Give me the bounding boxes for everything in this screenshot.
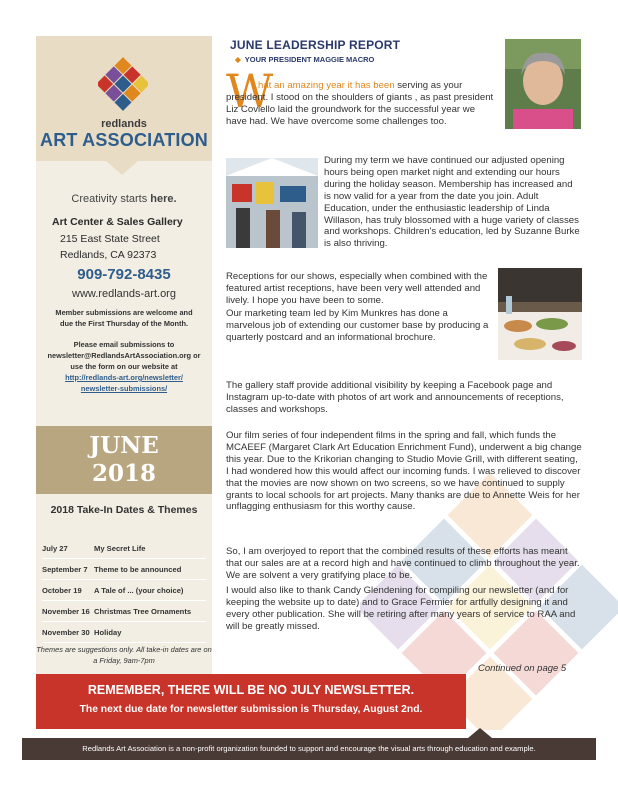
article-paragraph-2 [226, 155, 582, 250]
schedule-theme: Christmas Tree Ornaments [94, 606, 192, 616]
schedule-theme: Theme to be announced [94, 564, 182, 574]
paragraph-2-text: During my term we have continued our adjusted opening hours being open market night and extending our hours during the holiday season. Membership has increased and is now valid for a year from the date you join. Adult Education, under the enthusiastic leadership of Linda Willason, has truly blossomed with a huge variety of classes and workshops. Children's education, led by Suzanne Burke is also thriving. [324, 155, 580, 250]
logo-wordmark-large: ART ASSOCIATION [40, 130, 208, 150]
schedule-row [42, 559, 206, 580]
article-paragraph-8: I would also like to thank Candy Glendening for compiling our newsletter (and for keeping the website up to date) and to Grace Fermier for artfully designing it and every other publication. She will be retiring after many years of service to RAA and will be greatly missed. [226, 585, 576, 632]
continued-note: Continued on page 5 [478, 663, 567, 674]
phone-number: 909-792-8435 [77, 266, 171, 283]
article-paragraph-6: Our film series of four independent films in the spring and fall, which funds the MCAEEF (Margaret Clark Art Education Enrichment Fund), underwent a big change this year. Due to the Krikorian changing to Studio Movie Grill, with different seating, I had wondered how this would affect our incoming funds. I was relieved to discover that the movies are now shown on two screens, so we have continued to supply grants to local schools for art projects. Many thanks are due to Annette Weis for her unflagging enthusiasm for this worthy cause. [226, 430, 582, 513]
sidebar [36, 36, 212, 665]
schedule-row [42, 622, 206, 643]
article-paragraph-5: The gallery staff provide additional visibility by keeping a Facebook page and Instagram up-to-date with photos of art work and announcements of receptions, classes and workshops. [226, 380, 564, 415]
logo-wordmark-small: redlands [101, 118, 147, 130]
photo-wrap-space [226, 155, 324, 247]
schedule-row [42, 580, 206, 601]
schedule-date: September 7 [42, 564, 88, 574]
tagline [36, 193, 212, 205]
tagline-emphasis: here. [150, 193, 177, 205]
contact-panel [36, 161, 212, 426]
website-link[interactable]: www.redlands-art.org [72, 288, 176, 300]
take-in-schedule [36, 494, 212, 694]
logo-panel-notch [106, 161, 138, 175]
footer-notch [468, 728, 492, 738]
issue-month: JUNE [89, 432, 159, 459]
byline-text: YOUR PRESIDENT MAGGIE MACRO [244, 55, 375, 64]
article-paragraph-3: Receptions for our shows, especially when combined with the featured artist receptions, have been very well attended and lively. I hope you have been to some. [226, 271, 488, 306]
article-title: JUNE LEADERSHIP REPORT [230, 38, 401, 52]
schedule-theme: Holiday [94, 627, 122, 637]
email-submission-note [46, 339, 202, 394]
banner-subline: The next due date for newsletter submission is Thursday, August 2nd. [79, 704, 423, 715]
article-paragraph-7: So, I am overjoyed to report that the combined results of these efforts has meant that our sales are at a record high and have continued to climb throughout the year. We are solvent a very gratifying place to be. [226, 546, 580, 581]
banner-headline: REMEMBER, THERE WILL BE NO JULY NEWSLETTER. [87, 683, 415, 697]
paragraph-1-text: serving as your president. I stood on the shoulders of giants , as past president Liz Coviello laid the groundwork for the successful year we have had. We have overcome some challenges too. [226, 80, 494, 127]
issue-year: 2018 [91, 460, 156, 487]
city-address: Redlands, CA 92373 [60, 249, 157, 261]
schedule-theme: A Tale of ... (your choice) [94, 585, 184, 595]
article-byline [235, 55, 374, 64]
tagline-text: Creativity starts [71, 193, 151, 205]
schedule-theme: My Secret Life [94, 543, 146, 553]
drop-cap: W [226, 64, 274, 118]
article-paragraph-4: Our marketing team led by Kim Munkres has done a marvelous job of extending our customer base by producing a quarterly postcard and an informational brochure. [226, 308, 489, 343]
footer-mission-text: Redlands Art Association is a non-profit organization founded to support and encourage the visual arts through education and example. [82, 744, 536, 753]
schedule-date: November 30 [42, 627, 90, 637]
schedule-row [42, 601, 206, 622]
gallery-name: Art Center & Sales Gallery [52, 216, 183, 228]
bullet-diamond-icon: ◆ [235, 55, 241, 64]
reminder-banner [36, 674, 466, 729]
logo-panel [36, 36, 212, 161]
schedule-date: July 27 [42, 543, 68, 553]
art-association-logo [98, 54, 148, 116]
reception-food-photo [498, 268, 582, 360]
submission-form-link[interactable]: http://redlands-art.org/newsletter/ newsletter-submissions/ [65, 373, 183, 393]
article-paragraph-1 [226, 80, 494, 128]
schedule-date: October 19 [42, 585, 82, 595]
member-submission-note: Member submissions are welcome and due the First Thursday of the Month. [55, 308, 193, 328]
president-portrait-photo [505, 39, 581, 129]
schedule-list [42, 538, 206, 643]
schedule-row [42, 538, 206, 559]
street-address: 215 East State Street [60, 233, 160, 245]
issue-date-panel [36, 426, 212, 494]
footer-bar [22, 738, 596, 760]
schedule-title: 2018 Take-In Dates & Themes [50, 504, 198, 516]
email-note-text: Please email submissions to newsletter@RedlandsArtAssociation.org or use the form on our website at [47, 340, 201, 371]
lead-in-text: hat an amazing year it has been [258, 80, 395, 91]
schedule-note: Themes are suggestions only. All take-in dates are on a Friday, 9am-7pm [36, 645, 212, 665]
schedule-date: November 16 [42, 606, 90, 616]
